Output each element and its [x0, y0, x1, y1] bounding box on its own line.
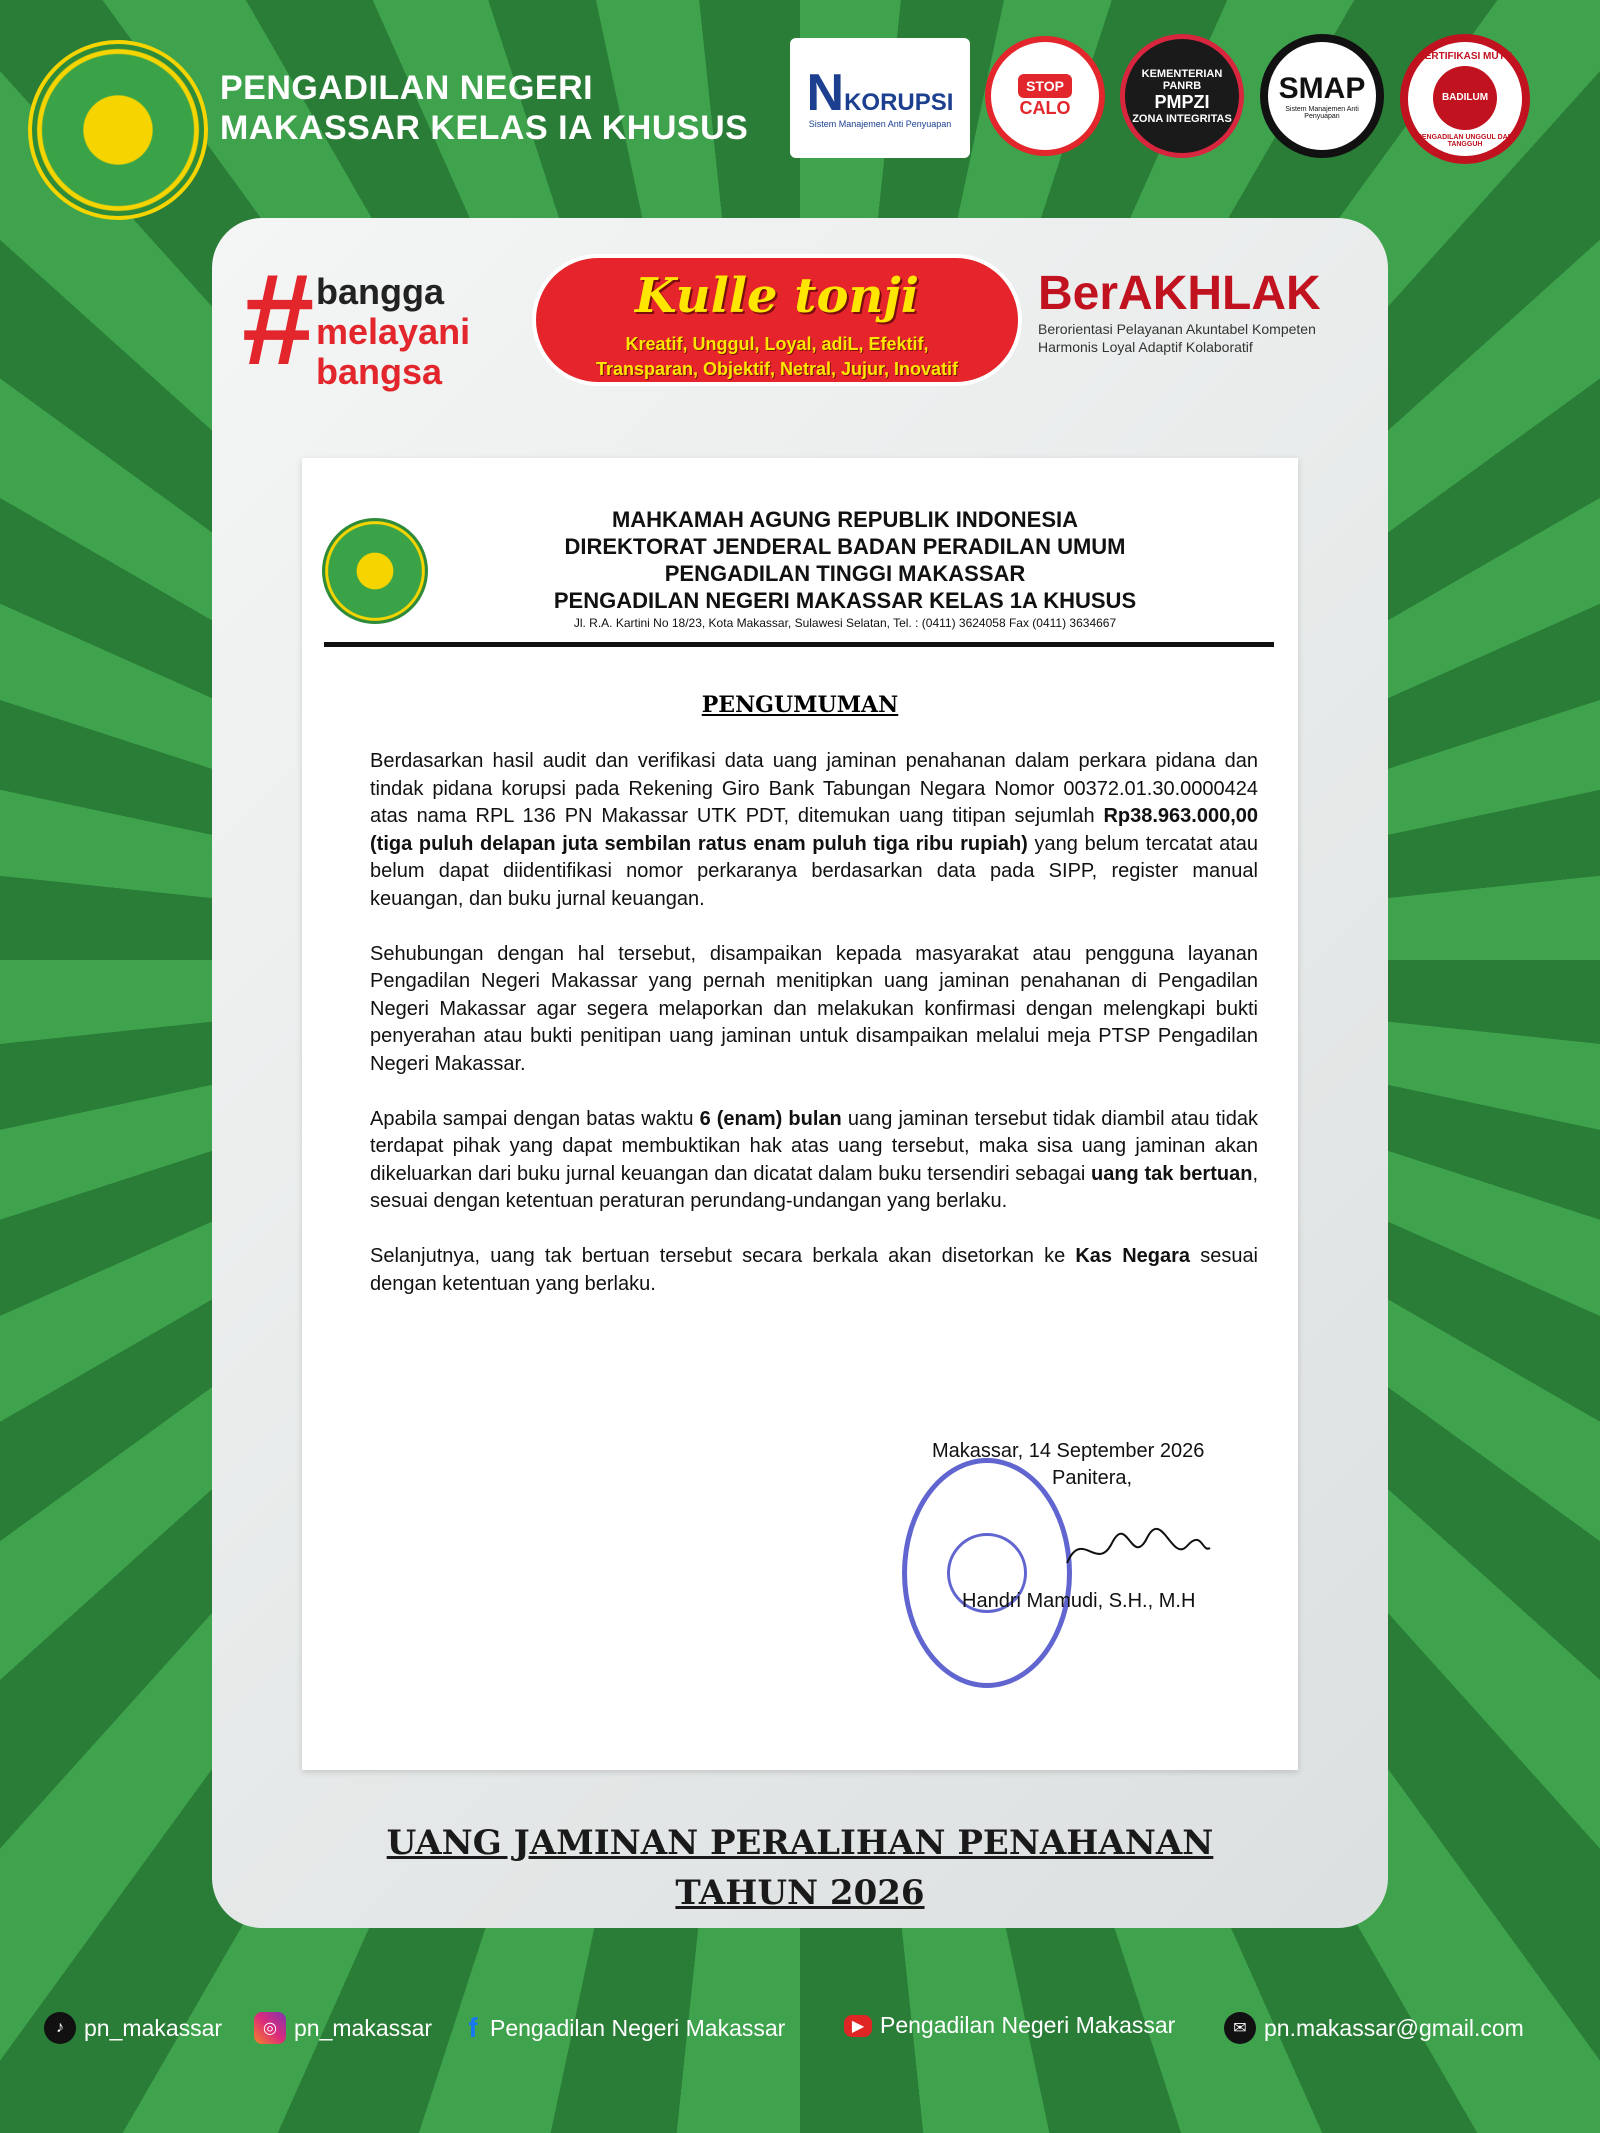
kop-line-3: PENGADILAN TINGGI MAKASSAR [664, 561, 1026, 586]
announcement-card [212, 218, 1388, 1928]
p1-c: yang belum tercatat atau belum dapat diidentifikasi nomor perkaranya berdasarkan data pada SIPP, register manual keuangan, dan buku jurnal keuangan. [370, 832, 1259, 910]
p3-deadline: 6 (enam) bulan [699, 1107, 842, 1130]
tiktok-icon: ♪ [44, 2012, 76, 2044]
calo-stop: STOP [1018, 74, 1072, 98]
social-youtube-label: Pengadilan Negeri Makassar [880, 2012, 1176, 2038]
headline-line-2: TAHUN 2026 [675, 1873, 925, 1913]
social-facebook-label: Pengadilan Negeri Makassar [490, 2014, 786, 2041]
page-header [0, 0, 1600, 220]
sign-name: Handri Mamudi, S.H., M.H [962, 1590, 1196, 1612]
paragraph-3 [370, 1106, 1258, 1216]
kulle-line-2: Transparan, Objektif, Netral, Jujur, Inovatif [595, 359, 959, 379]
social-media-bar [44, 2012, 1564, 2052]
paragraph-1 [370, 748, 1258, 914]
berakhlak-line-2: Harmonis Loyal Adaptif Kolaboratif [1038, 339, 1253, 355]
bangga-melayani-bangsa-logo [242, 246, 522, 398]
kop-line-4: PENGADILAN NEGERI MAKASSAR KELAS 1A KHUSUS [553, 588, 1137, 613]
smap-title: SMAP [1278, 72, 1366, 105]
signature-block [932, 1438, 1262, 1615]
nokorupsi-text: KORUPSI [844, 89, 954, 116]
paragraph-4 [370, 1243, 1258, 1298]
smap-sub: Sistem Manajemen Anti Penyuapan [1285, 106, 1359, 120]
announcement-headline [212, 1818, 1388, 1918]
mutu-bottom: PENGADILAN UNGGUL DAN TANGGUH [1417, 133, 1513, 148]
kop-line-2: DIREKTORAT JENDERAL BADAN PERADILAN UMUM [564, 534, 1126, 559]
no-korupsi-badge [790, 38, 970, 158]
bangga-word-3: bangsa [316, 351, 443, 392]
pmpzi-mid: PMPZI [1154, 91, 1210, 112]
court-logo [28, 40, 208, 220]
instagram-icon: ◎ [254, 2012, 286, 2044]
bangga-words [316, 272, 470, 392]
p1-a: Berdasarkan hasil audit dan verifikasi data uang jaminan penahanan dalam perkara pidana dan tindak pidana korupsi pada Rekening Giro Bank Tabungan Negara Nomor 00372.01.30.0000424 atas nama RPL 136 PN Makassar UTK PDT, ditemukan uang titipan sejumlah [370, 750, 1258, 828]
court-name-line2: MAKASSAR KELAS IA KHUSUS [220, 109, 749, 147]
sign-role: Panitera, [1052, 1467, 1133, 1489]
p4-c: sesuai dengan ketentuan yang berlaku. [370, 1244, 1259, 1295]
mutu-inner [1433, 66, 1497, 130]
berakhlak-title: BerAKHLAK [1038, 267, 1321, 320]
social-email[interactable] [1224, 2012, 1524, 2044]
kop-address: Jl. R.A. Kartini No 18/23, Kota Makassar, Sulawesi Selatan, Tel. : (0411) 3624058 Fax (0411) 3634667 [573, 616, 1117, 630]
p4-kas-negara: Kas Negara [1075, 1244, 1191, 1267]
announcement-document [302, 458, 1298, 1770]
social-instagram-label: pn_makassar [294, 2014, 433, 2041]
mutu-mid: BADILUM [1441, 92, 1489, 103]
letterhead-rule [324, 642, 1274, 647]
court-name-line1: PENGADILAN NEGERI [220, 69, 594, 107]
mutu-top: SERTIFIKASI MUTU [1418, 50, 1512, 62]
pmpzi-bottom: ZONA INTEGRITAS [1132, 112, 1232, 125]
document-title: PENGUMUMAN [701, 692, 899, 718]
p4-a: Selanjutnya, uang tak bertuan tersebut secara berkala akan disetorkan ke [370, 1244, 1076, 1267]
social-tiktok[interactable] [44, 2012, 222, 2044]
p3-c: uang jaminan tersebut tidak diambil atau tidak terdapat pihak yang dapat membuktikan hak atas uang tersebut, maka sisa uang jaminan akan dikeluarkan dari buku jurnal keuangan dan dicatat dalam buku tersendiri sebagai [370, 1107, 1258, 1185]
calo-text: CALO [1019, 97, 1071, 118]
certification-badges [790, 28, 1570, 178]
stop-calo-badge [985, 36, 1105, 156]
bangga-word-1: bangga [316, 271, 445, 312]
social-email-label: pn.makassar@gmail.com [1264, 2014, 1524, 2041]
social-tiktok-label: pn_makassar [84, 2014, 223, 2041]
sign-place-date: Makassar, 14 September 2026 [932, 1440, 1205, 1462]
kulle-title: Kulle tonji [635, 268, 919, 324]
p3-a: Apabila sampai dengan batas waktu [370, 1107, 700, 1130]
kop-line-1: MAHKAMAH AGUNG REPUBLIK INDONESIA [611, 507, 1079, 532]
social-youtube[interactable] [844, 2012, 1175, 2039]
email-icon: ✉ [1224, 2012, 1256, 2044]
social-facebook[interactable] [464, 2012, 785, 2044]
kulle-tonji-banner [532, 254, 1022, 386]
court-name [220, 68, 748, 148]
headline-line-1: UANG JAMINAN PERALIHAN PENAHANAN [386, 1823, 1214, 1863]
p3-e: , sesuai dengan ketentuan peraturan perundang-undangan yang berlaku. [370, 1162, 1258, 1213]
hash-mark: # [242, 246, 315, 392]
facebook-icon: f [468, 2012, 478, 2043]
nokorupsi-n: N [806, 64, 845, 122]
sertifikasi-mutu-badge [1400, 34, 1530, 164]
kop-logo [322, 518, 428, 624]
berakhlak-logo [1038, 268, 1378, 356]
bangga-word-2: melayani [316, 311, 471, 352]
p1-amount: Rp38.963.000,00 (tiga puluh delapan juta sembilan ratus enam puluh tiga ribu rupiah) [370, 805, 1258, 855]
berakhlak-line-1: Berorientasi Pelayanan Akuntabel Kompeten [1038, 321, 1316, 337]
pmpzi-top: KEMENTERIAN PANRB [1141, 67, 1223, 92]
kulle-line-1: Kreatif, Unggul, Loyal, adiL, Efektif, [625, 334, 929, 354]
smap-badge [1260, 34, 1384, 158]
document-body [370, 748, 1258, 1325]
pmpzi-badge [1120, 34, 1244, 158]
youtube-icon: ▶ [844, 2015, 872, 2037]
paragraph-2: Sehubungan dengan hal tersebut, disampaikan kepada masyarakat atau pengguna layanan Pengadilan Negeri Makassar yang pernah menitipkan uang jaminan penahanan di Pengadilan Negeri Makassar agar segera melaporkan dan melakukan konfirmasi dengan melengkapi bukti penyerahan atau bukti penitipan uang jaminan untuk disampaikan melalui meja PTSP Pengadilan Negeri Makassar. [370, 942, 1258, 1075]
social-instagram[interactable] [254, 2012, 432, 2044]
nokorupsi-sub: Sistem Manajemen Anti Penyuapan [808, 119, 952, 129]
p3-uang-tak-bertuan: uang tak bertuan [1091, 1162, 1253, 1185]
letterhead [432, 506, 1258, 630]
